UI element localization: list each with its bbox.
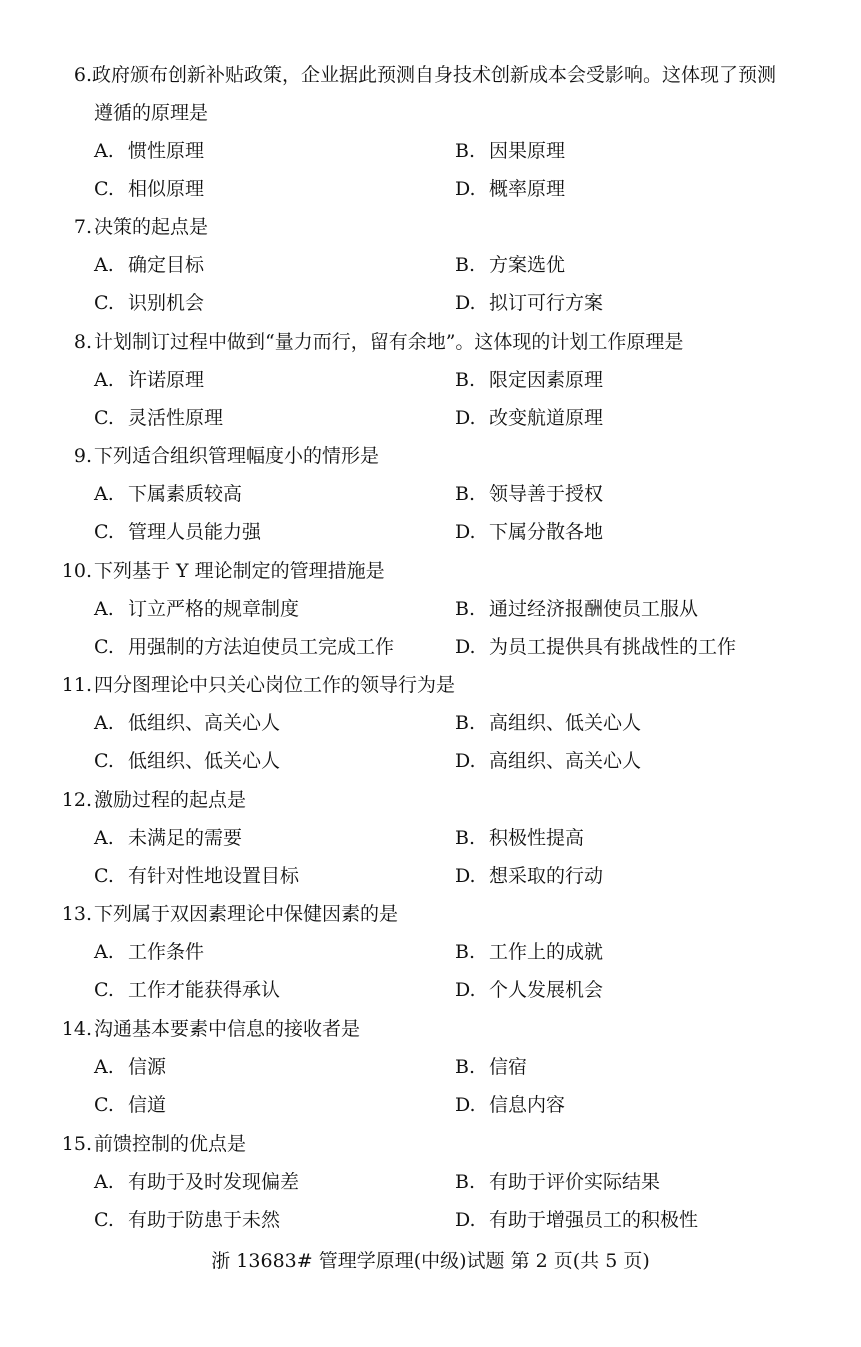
question-text: 下列基于 Y 理论制定的管理措施是 [94, 560, 385, 582]
options-row [0, 1086, 861, 1124]
option-c: C. 有助于防患于未然 [94, 1209, 281, 1232]
question-stem [0, 1125, 861, 1163]
question-number: 15. [61, 1133, 92, 1155]
options-row [0, 742, 861, 780]
options-row [0, 246, 861, 284]
question-15 [0, 1125, 861, 1239]
option-c: C. 灵活性原理 [94, 407, 224, 430]
options-row [0, 513, 861, 551]
option-a: A. 许诺原理 [94, 369, 205, 391]
question-text: 激励过程的起点是 [94, 789, 247, 811]
question-stem [0, 666, 861, 704]
options-row [0, 361, 861, 399]
options-row [0, 590, 861, 628]
option-b: B. 工作上的成就 [455, 941, 604, 963]
option-d: D. 信息内容 [455, 1094, 566, 1117]
page-footer: 浙 13683# 管理学原理(中级)试题 第 2 页(共 5 页) [211, 1250, 650, 1272]
question-6 [0, 56, 861, 208]
options-row [0, 475, 861, 513]
question-stem [0, 208, 861, 246]
option-c: C. 管理人员能力强 [94, 521, 262, 544]
option-b: B. 信宿 [455, 1056, 528, 1078]
question-12 [0, 781, 861, 895]
option-d: D. 个人发展机会 [455, 979, 604, 1002]
question-number: 9. [73, 445, 92, 467]
options-row [0, 1048, 861, 1086]
question-text: 计划制订过程中做到“量力而行，留有余地”。这体现的计划工作原理是 [94, 331, 684, 353]
option-a: A. 订立严格的规章制度 [94, 598, 300, 620]
question-13 [0, 895, 861, 1009]
option-d: D. 为员工提供具有挑战性的工作 [455, 636, 737, 659]
options-row [0, 1163, 861, 1201]
question-text: 沟通基本要素中信息的接收者是 [94, 1018, 361, 1040]
question-number: 8. [73, 331, 92, 353]
options-row [0, 170, 861, 208]
options-row [0, 399, 861, 437]
question-number: 12. [61, 789, 92, 811]
question-stem [0, 437, 861, 475]
question-stem [0, 1010, 861, 1048]
option-a: A. 信源 [94, 1056, 167, 1078]
option-d: D. 拟订可行方案 [455, 292, 604, 315]
question-number: 14. [61, 1018, 92, 1040]
option-a: A. 有助于及时发现偏差 [94, 1171, 300, 1193]
options-row [0, 628, 861, 666]
option-b: B. 积极性提高 [455, 827, 585, 849]
question-text: 四分图理论中只关心岗位工作的领导行为是 [94, 674, 456, 696]
option-b: B. 限定因素原理 [455, 369, 604, 391]
question-text: 前馈控制的优点是 [94, 1133, 247, 1155]
options-row [0, 132, 861, 170]
option-a: A. 未满足的需要 [94, 827, 243, 849]
option-c: C. 有针对性地设置目标 [94, 865, 300, 888]
question-stem [0, 895, 861, 933]
options-row [0, 704, 861, 742]
question-stem [0, 781, 861, 819]
question-8 [0, 323, 861, 437]
option-d: D. 下属分散各地 [455, 521, 604, 544]
question-11 [0, 666, 861, 780]
question-text: 下列适合组织管理幅度小的情形是 [94, 445, 380, 467]
question-number: 13. [61, 903, 92, 925]
option-a: A. 确定目标 [94, 254, 205, 276]
option-c: C. 工作才能获得承认 [94, 979, 281, 1002]
question-10 [0, 552, 861, 666]
option-b: B. 高组织、低关心人 [455, 712, 642, 734]
option-b: B. 领导善于授权 [455, 483, 604, 505]
question-text: 决策的起点是 [94, 216, 209, 238]
option-d: D. 有助于增强员工的积极性 [455, 1209, 699, 1232]
question-text: 政府颁布创新补贴政策，企业据此预测自身技术创新成本会受影响。这体现了预测 [92, 64, 777, 86]
question-number: 7. [73, 216, 92, 238]
question-7 [0, 208, 861, 322]
question-stem [0, 552, 861, 590]
option-a: A. 下属素质较高 [94, 483, 243, 505]
question-stem [0, 56, 861, 94]
option-a: A. 惯性原理 [94, 140, 205, 162]
option-c: C. 识别机会 [94, 292, 205, 315]
option-c: C. 用强制的方法迫使员工完成工作 [94, 636, 395, 659]
option-d: D. 高组织、高关心人 [455, 750, 642, 773]
question-stem [0, 323, 861, 361]
option-a: A. 工作条件 [94, 941, 205, 963]
options-row [0, 284, 861, 322]
question-number: 11. [61, 674, 92, 696]
question-text: 下列属于双因素理论中保健因素的是 [94, 903, 399, 925]
options-row [0, 933, 861, 971]
option-c: C. 信道 [94, 1094, 167, 1117]
options-row [0, 1201, 861, 1239]
option-d: D. 概率原理 [455, 178, 566, 201]
question-number: 6. [73, 64, 92, 86]
options-row [0, 857, 861, 895]
option-c: C. 相似原理 [94, 178, 205, 201]
option-b: B. 因果原理 [455, 140, 566, 162]
option-a: A. 低组织、高关心人 [94, 712, 281, 734]
option-b: B. 有助于评价实际结果 [455, 1171, 661, 1193]
question-number: 10. [61, 560, 92, 582]
question-14 [0, 1010, 861, 1124]
question-stem-continued [0, 94, 861, 132]
option-b: B. 通过经济报酬使员工服从 [455, 598, 699, 620]
options-row [0, 971, 861, 1009]
option-d: D. 改变航道原理 [455, 407, 604, 430]
question-9 [0, 437, 861, 551]
options-row [0, 819, 861, 857]
question-text-continued: 遵循的原理是 [94, 102, 209, 124]
option-d: D. 想采取的行动 [455, 865, 604, 888]
option-c: C. 低组织、低关心人 [94, 750, 281, 773]
option-b: B. 方案选优 [455, 254, 566, 276]
